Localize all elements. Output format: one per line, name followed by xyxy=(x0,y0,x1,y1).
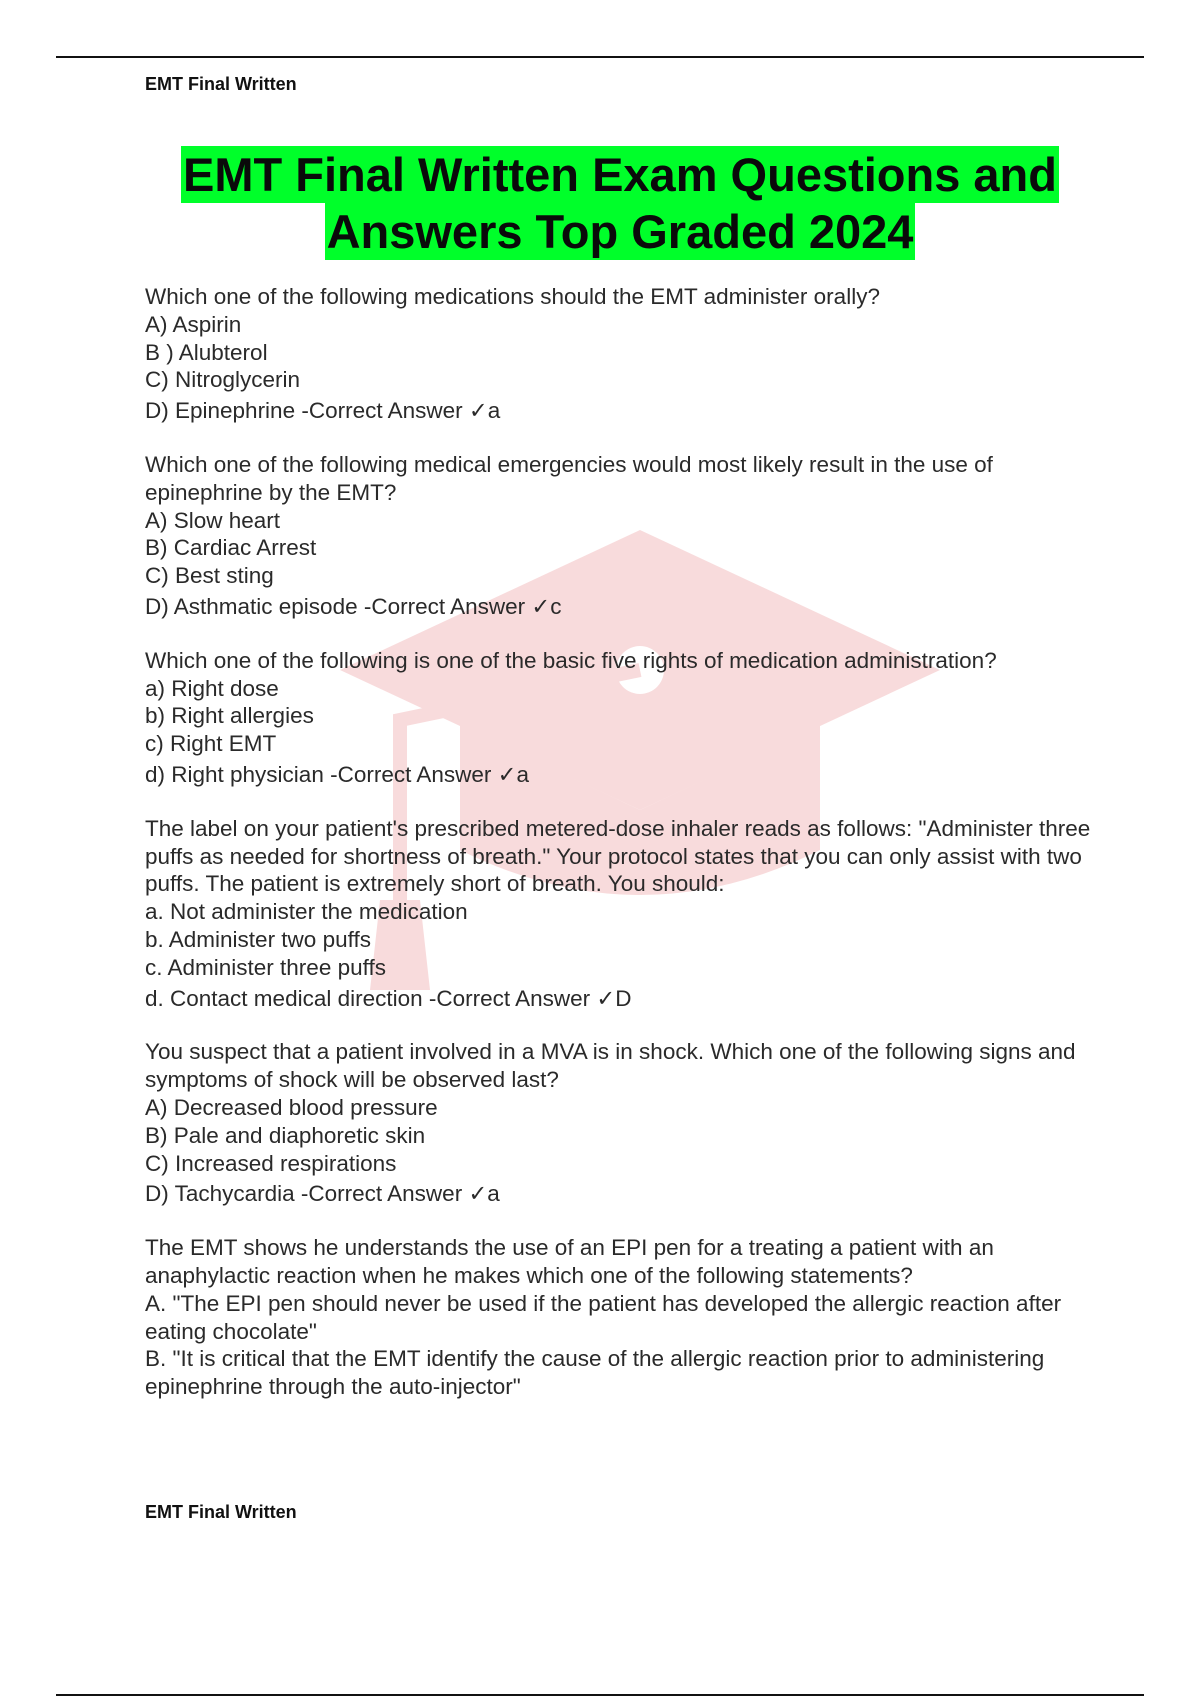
option-c: C) Best sting xyxy=(145,563,274,589)
question-block xyxy=(145,647,1105,789)
question-text: The label on your patient's prescribed metered-dose inhaler reads as follows: "Administer three puffs as needed for shortness of breath." Your protocol states that you can only assist with two puffs. The patient is extremely short of breath. You should: xyxy=(145,815,1091,897)
option-a: A) Aspirin xyxy=(145,311,242,337)
question-block xyxy=(145,1038,1105,1208)
title-line-1: EMT Final Written Exam Questions and xyxy=(183,148,1057,201)
option-c: C) Nitroglycerin xyxy=(145,367,301,393)
option-b: b) Right allergies xyxy=(145,703,314,729)
answer-line: D) Epinephrine -Correct Answer ✓a xyxy=(145,398,501,424)
document-title xyxy=(100,146,1140,260)
answer-line: D) Asthmatic episode -Correct Answer ✓c xyxy=(145,593,562,619)
question-block xyxy=(145,1234,1105,1401)
option-a: a. Not administer the medication xyxy=(145,899,468,925)
option-b: B ) Alubterol xyxy=(145,339,268,365)
option-a: a) Right dose xyxy=(145,675,279,701)
question-text: The EMT shows he understands the use of an EPI pen for a treating a patient with an anaphylactic reaction when he makes which one of the following statements? xyxy=(145,1235,994,1288)
running-footer: EMT Final Written xyxy=(145,1502,297,1522)
answer-line: d. Contact medical direction -Correct Answer ✓D xyxy=(145,985,632,1011)
option-b: B. "It is critical that the EMT identify the cause of the allergic reaction prior to administering epinephrine through the auto-injector" xyxy=(145,1346,1045,1400)
question-block xyxy=(145,451,1105,621)
answer-line: d) Right physician -Correct Answer ✓a xyxy=(145,761,529,787)
option-b: B) Pale and diaphoretic skin xyxy=(145,1122,426,1148)
option-c: c) Right EMT xyxy=(145,731,277,757)
option-a: A) Decreased blood pressure xyxy=(145,1094,438,1120)
option-a: A. "The EPI pen should never be used if the patient has developed the allergic reaction after eating chocolate" xyxy=(145,1290,1062,1344)
option-c: c. Administer three puffs xyxy=(145,954,386,980)
option-a: A) Slow heart xyxy=(145,507,281,533)
question-block xyxy=(145,815,1105,1013)
question-text: You suspect that a patient involved in a MVA is in shock. Which one of the following signs and symptoms of shock will be observed last? xyxy=(145,1039,1076,1093)
question-text: Which one of the following medical emergencies would most likely result in the use of epinephrine by the EMT? xyxy=(145,451,993,505)
top-rule xyxy=(56,56,1144,58)
option-c: C) Increased respirations xyxy=(145,1150,397,1176)
question-block xyxy=(145,283,1105,425)
running-header: EMT Final Written xyxy=(145,74,297,94)
answer-line: D) Tachycardia -Correct Answer ✓a xyxy=(145,1181,500,1207)
question-text: Which one of the following is one of the basic five rights of medication administration? xyxy=(145,647,997,673)
title-line-2: Answers Top Graded 2024 xyxy=(326,205,914,258)
question-text: Which one of the following medications should the EMT administer orally? xyxy=(145,284,880,309)
option-b: B) Cardiac Arrest xyxy=(145,535,317,561)
bottom-rule xyxy=(56,1694,1144,1696)
question-list xyxy=(145,283,1105,1427)
option-b: b. Administer two puffs xyxy=(145,926,371,952)
